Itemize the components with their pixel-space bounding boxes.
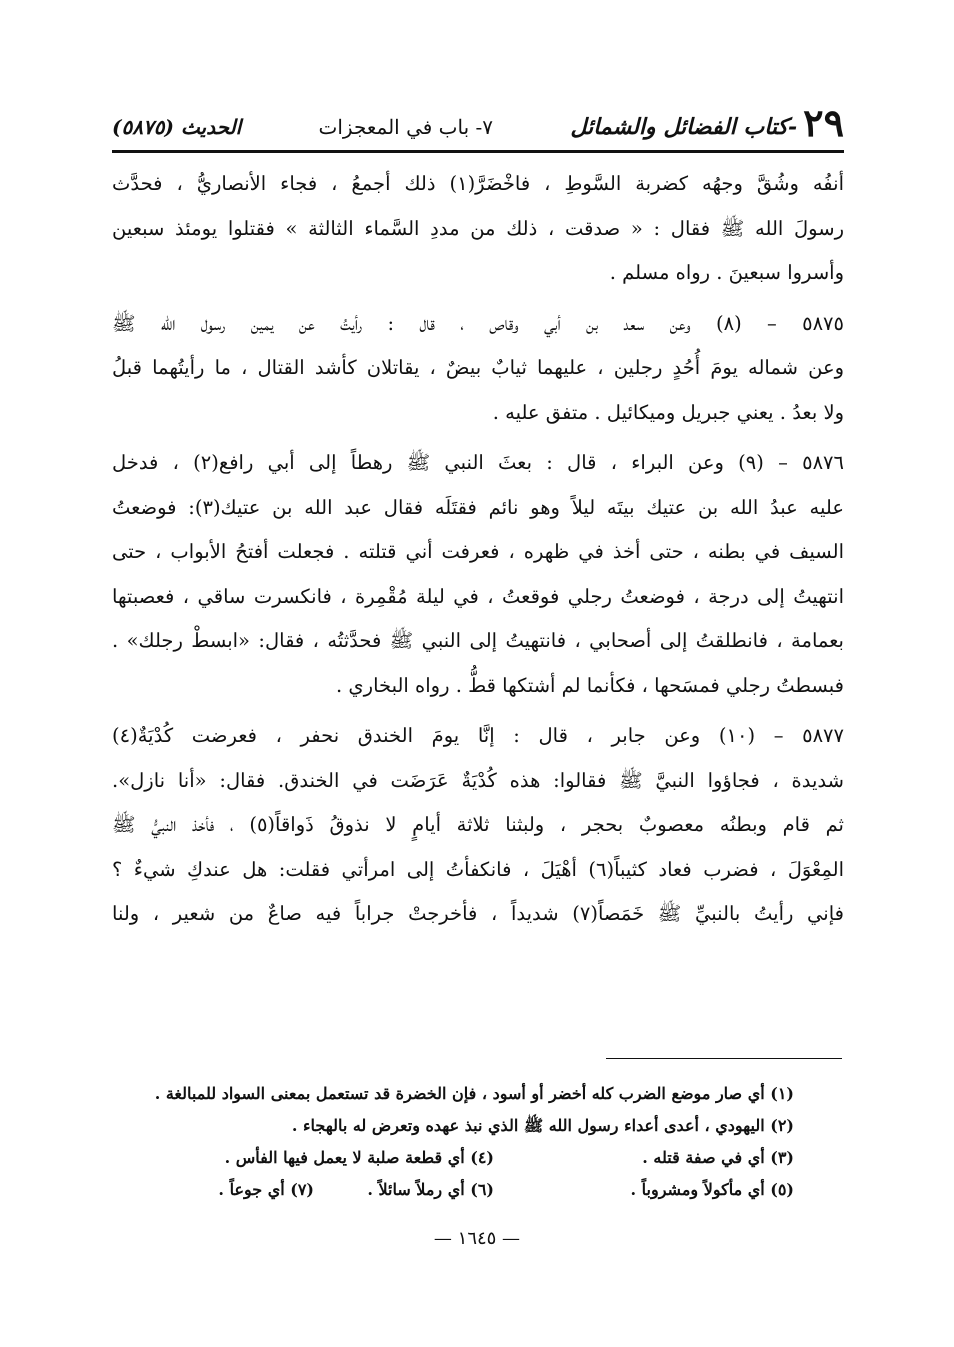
text-line: رسولَ الله ﷺ فقال : « صدقت ، ذلك من مددِ السَّماء الثالثة » فقتلوا يومئذ سبعين [112, 216, 844, 240]
text-line: عليه عبدُ الله بن عتيك بيتَه ليلاً وهو نائم فقتَلَه فقال عبد الله بن عتيك(٣): فوضعتُ [112, 495, 844, 519]
footnote-4: (٤) أي قطعة صلبة لا يعمل فيها الفأس . [224, 1148, 494, 1167]
footnote-2: (٢) اليهودي ، أعدى أعداء رسول الله ﷺ الذي نبذ عهده وتعرض له بالهجاء . [291, 1116, 794, 1135]
footnote-1: (١) أي صار موضع الضرب كله أخضر أو أسود ، فإن الخضرة قد تستعمل بمعنى السواد للمبالغة . [154, 1084, 794, 1103]
text-line: فبسطتُ رجلي فمسَحها ، فكأنما لم أشتكها قطُّ . رواه البخاري . [336, 673, 844, 697]
footnote-5: (٥) أي مأكولاً ومشروباً . [630, 1180, 794, 1199]
text-line: المِعْوَلَ ، فضرب فعاد كثيباً(٦) أهْيَلَ ، فانكفأتُ إلى امرأتي فقلت: هل عندكِ شيءٌ ؟ [112, 857, 844, 881]
text-line: وعن شماله يومَ أُحُدٍ رجلين ، عليهما ثيابٌ بيضٌ ، يقاتلان كأشد القتال ، ما رأيتُهما قبلُ [112, 356, 844, 379]
footnote-row [154, 1142, 794, 1174]
footnote-row [154, 1174, 794, 1206]
main-text [112, 162, 844, 943]
footnote-row [154, 1078, 794, 1110]
footnote-7: (٧) أي جوعاً . [218, 1180, 314, 1199]
chapter-number: ٢٩ [803, 100, 844, 145]
chapter-heading [570, 100, 844, 145]
page-number: — ١٦٤٥ — [433, 1228, 521, 1249]
footnote-6: (٦) أي رملاً سائلاً . [367, 1180, 494, 1199]
text-line: أنفُه وشُقَّ وجهُه كضربة السَّوطِ ، فاخْضَرَّ(١) ذلك أجمعُ ، فجاء الأنصاريُّ ، فحدَّث [112, 172, 844, 195]
footnote-3: (٣) أي في صفة قتله . [642, 1148, 794, 1167]
text-line: السيف في بطنه ، حتى أخذ في ظهره ، فعرفت أني قتلته . فجعلت أفتحُ الأبواب ، حتى [112, 540, 844, 563]
text-line: شديدة ، فجاؤوا النبيَّ ﷺ فقالوا: هذه كُدْيَةٌ عَرَضَت في الخندق. فقال: «أنا نازل». [112, 768, 844, 792]
text-line: وأسروا سبعينَ . رواه مسلم . [609, 261, 844, 284]
chapter-title: -كتاب الفضائل والشمائل [570, 114, 798, 140]
text-line: انتهيتُ إلى درجة ، فوضعتُ رجلي فوقعتُ ، في ليلة مُقْمِرة ، فانكسرت ساقي ، فعصبتها [112, 584, 844, 608]
text-line: ٥٨٧٧ – (١٠) وعن جابر ، قال : إنَّا يومَ الخندق نحفر ، فعرضت كُدْيَةٌ(٤) [112, 724, 844, 747]
section-title: ٧- باب في المعجزات [318, 115, 494, 139]
header-divider [112, 150, 844, 153]
text-line: ٥٨٧٥ – (٨) وعن سعد بن أبي وقاص ، قال : رأيتُ عن يمين رسول الله ﷺ [112, 311, 844, 335]
page-header [112, 98, 844, 145]
text-line: ثم قام وبطنُه معصوبٌ بحجر ، ولبثنا ثلاثة أيامٍ لا نذوقُ ذَواقاً(٥) ، فأخذ النبيُّ ﷺ [112, 813, 844, 836]
text-line: فإني رأيتُ بالنبيِّ ﷺ خَمَصاً(٧) شديداً ، فأخرجتْ جراباً فيه صاعٌ من شعير ، ولنا [112, 902, 845, 925]
text-line: ٥٨٧٦ – (٩) وعن البراء ، قال : بعثَ النبي ﷺ رهطاً إلى أبي رافع(٢) ، فدخل [112, 451, 844, 474]
paragraph-continuation [112, 162, 844, 296]
hadith-reference: الحديث (٥٨٧٥) [112, 115, 242, 139]
text-line: ولا بعدُ . يعني جبريل وميكائيل . متفق عليه . [492, 400, 844, 424]
footnote-divider [606, 1058, 842, 1059]
hadith-5876 [112, 441, 844, 708]
hadith-5877 [112, 714, 844, 937]
hadith-5875 [112, 302, 844, 436]
text-line: بعمامة ، فانطلقتُ إلى أصحابي ، فانتهيتُ إلى النبي ﷺ فحدَّثتُه ، فقال: «ابسطْ رجلك» . [112, 629, 844, 652]
footnote-row [154, 1110, 794, 1142]
footnotes [154, 1078, 794, 1206]
